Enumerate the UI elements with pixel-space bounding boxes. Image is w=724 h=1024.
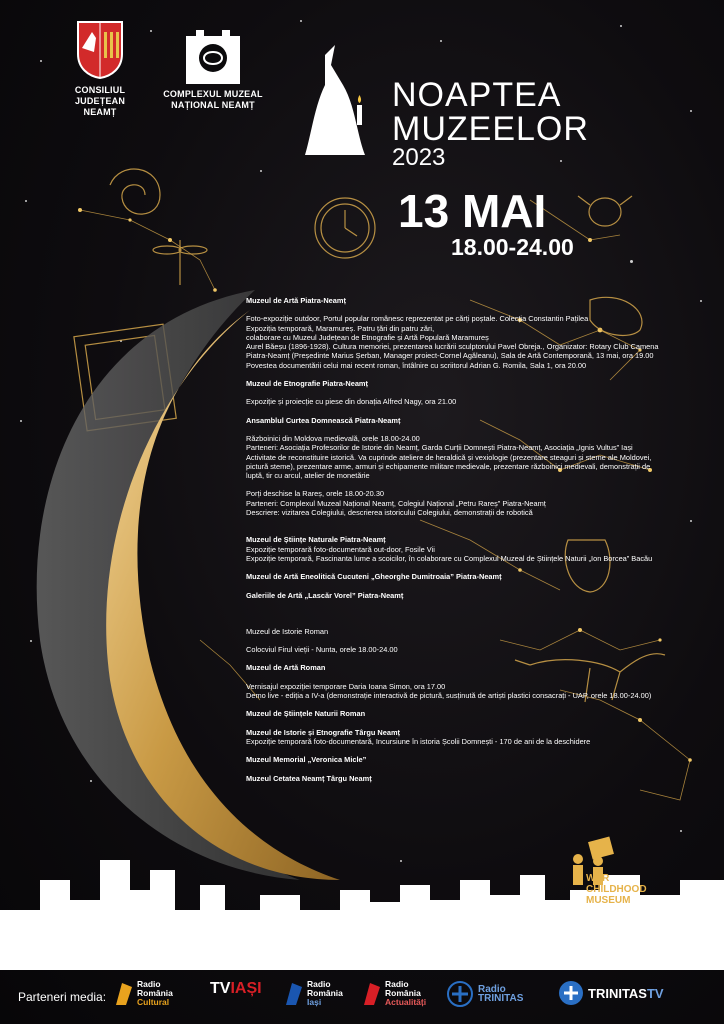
program-spacer bbox=[246, 600, 716, 609]
partner-tv-iasi[interactable]: TV IAȘI bbox=[210, 980, 262, 997]
program-spacer bbox=[246, 407, 716, 416]
program-line: Parteneri: Complexul Muzeal Național Neamț, Colegiul Național „Petru Rareș” Piatra-Neamț bbox=[246, 498, 546, 508]
war-museum-line3: MUSEUM bbox=[586, 895, 631, 906]
radio-romania-cultural-icon bbox=[112, 981, 134, 1007]
event-title bbox=[392, 78, 589, 170]
program-spacer bbox=[246, 517, 716, 526]
program-line: Expoziție temporară foto-documentară out-door, Fosile Vii bbox=[246, 544, 435, 554]
war-museum-line2: CHILDHOOD bbox=[586, 884, 647, 895]
program-line: Războinici din Moldova medievală, orele 18.00-24.00 bbox=[246, 433, 420, 443]
program-museum-heading: Muzeul de Științele Naturii Roman bbox=[246, 709, 366, 719]
radio-romania-iasi-icon bbox=[282, 981, 304, 1007]
program-line: colaborare cu Muzeul Județean de Etnografie și Artă Populară Maramureș bbox=[246, 332, 489, 342]
partner-trinitas-tv[interactable]: TRINITAS TV bbox=[558, 980, 664, 1006]
museum-complex-line2: NAȚIONAL NEAMȚ bbox=[171, 100, 255, 110]
program-spacer bbox=[246, 388, 716, 397]
program-line: Descriere: vizitarea Colegiului, descrierea istoricului Colegiului, demonstrații de robotică bbox=[246, 508, 533, 518]
county-council-line2: NEAMȚ bbox=[83, 107, 117, 117]
program-line: Aurel Băeșu (1896-1928). Cultura memoriei, prezentarea lucrării sculptorului Pavel Obreja., Organizator: Rotary Club Camena bbox=[246, 342, 659, 352]
program-line: pictură steme), prezentare arme, armuri și echipamente militare medievale, prezentare războinici medievali, demonstrații de bbox=[246, 461, 651, 471]
program-line: Expoziția temporară, Maramureș. Patru țări din patru zări, bbox=[246, 323, 435, 333]
program-museum-heading: Muzeul de Istorie și Etnografie Târgu Neamț bbox=[246, 727, 400, 737]
program-spacer bbox=[246, 765, 716, 774]
program-spacer bbox=[246, 480, 716, 489]
event-date: 13 MAI bbox=[398, 185, 547, 237]
program-line: Expoziție temporară, Fascinanta lume a scoicilor, în colaborare cu Complexul Muzeal de Științele Naturii „Ion Borcea” Bacău bbox=[246, 553, 653, 563]
program-list bbox=[246, 296, 716, 783]
program-spacer bbox=[246, 618, 716, 627]
program-museum-heading: Muzeul de Etnografie Piatra-Neamț bbox=[246, 379, 368, 389]
program-spacer bbox=[246, 305, 716, 314]
program-line: Parteneri: Asociația Profesorilor de Istorie din Neamț, Garda Curții Domnești Piatra-Neamț, Asociația „Ignis Vultus” Iași bbox=[246, 443, 633, 453]
war-museum-line1: WAR bbox=[586, 873, 610, 884]
program-museum-heading: Muzeul de Artă Piatra-Neamț bbox=[246, 296, 346, 305]
partner-radio-romania-actualitati[interactable]: Radio România Actualități bbox=[360, 980, 426, 1007]
title-line-1: NOAPTEA bbox=[392, 76, 562, 114]
county-crest-icon bbox=[74, 18, 126, 80]
program-line: Colocviul Firul vieții - Nunta, orele 18.00-24.00 bbox=[246, 645, 398, 655]
program-museum-heading: Galeriile de Artă „Lascăr Vorel” Piatra-Neamț bbox=[246, 590, 404, 600]
program-spacer bbox=[246, 526, 716, 535]
program-line: Vernisajul expoziției temporare Daria Ioana Simon, ora 17.00 bbox=[246, 681, 446, 691]
event-year: 2023 bbox=[392, 144, 446, 171]
title-line-2: MUZEELOR bbox=[392, 110, 589, 148]
program-line: Demo live - ediția a IV-a (demonstrație interactivă de pictură, susținută de artiști plastici consacrați - UAP, orele 18.00-24.00) bbox=[246, 691, 652, 701]
program-line: Foto-expoziție outdoor, Portul popular românesc reprezentat pe cărți poștale. Colecția Constantin Pațilea bbox=[246, 314, 589, 324]
program-line: Activitate de reconstituire istorică. Va cuprinde ateliere de heraldică și vexiologie (prezentare steaguri și steme ale Moldovei, bbox=[246, 452, 652, 462]
partner-radio-romania-cultural[interactable]: Radio România Cultural bbox=[112, 980, 173, 1007]
program-line: Expoziție și proiecție cu piese din donația Alfred Nagy, ora 21.00 bbox=[246, 397, 457, 407]
program-spacer bbox=[246, 719, 716, 728]
program-line: Povestea documentării celui mai recent roman, întâlnire cu scriitorul Adrian G. Romila, Sala 1, ora 20.00 bbox=[246, 360, 587, 370]
program-line: Porți deschise la Rareș, orele 18.00-20.30 bbox=[246, 489, 385, 499]
county-council-logo bbox=[60, 18, 140, 118]
program-museum-heading: Muzeul de Științe Naturale Piatra-Neamț bbox=[246, 535, 386, 545]
fortress-icon bbox=[180, 22, 246, 86]
program-line: Piatra-Neamț (Președinte Marius Șerban, Manager proiect-Cornel Agăleanu), Sala de Artă Contemporană, 13 mai, ora 19.00 bbox=[246, 351, 654, 361]
program-spacer bbox=[246, 563, 716, 572]
program-spacer bbox=[246, 370, 716, 379]
program-line: luptă, tir cu arcul, atelier de monetărie bbox=[246, 471, 370, 481]
program-museum-heading: Ansamblul Curtea Domnească Piatra-Neamț bbox=[246, 415, 401, 425]
wizard-silhouette-icon bbox=[295, 45, 385, 165]
program-spacer bbox=[246, 636, 716, 645]
museum-complex-logo bbox=[158, 22, 268, 111]
program-museum-heading: Muzeul de Artă Eneolitică Cucuteni „Gheorghe Dumitroaia” Piatra-Neamț bbox=[246, 572, 502, 582]
trinitas-tv-icon bbox=[558, 980, 584, 1006]
program-spacer bbox=[246, 654, 716, 663]
program-museum-heading: Muzeul de Artă Roman bbox=[246, 663, 326, 673]
partners-label: Parteneri media: bbox=[18, 990, 107, 1004]
program-museum-heading: Muzeul Cetatea Neamț Târgu Neamț bbox=[246, 773, 372, 783]
program-museum-heading: Muzeul Memorial „Veronica Micle” bbox=[246, 755, 367, 765]
program-spacer bbox=[246, 582, 716, 591]
event-hours: 18.00-24.00 bbox=[451, 234, 574, 260]
program-line: Muzeul de Istorie Roman bbox=[246, 626, 329, 636]
radio-romania-actualitati-icon bbox=[360, 981, 382, 1007]
war-childhood-museum-logo bbox=[560, 835, 647, 906]
program-spacer bbox=[246, 425, 716, 434]
partner-radio-romania-iasi[interactable]: Radio România Iași bbox=[282, 980, 343, 1007]
program-line: Expoziție temporară foto-documentară, Incursiune în istoria Școlii Domnești - 170 de ani de la deschidere bbox=[246, 736, 591, 746]
program-spacer bbox=[246, 746, 716, 755]
program-spacer bbox=[246, 609, 716, 618]
program-spacer bbox=[246, 700, 716, 709]
program-spacer bbox=[246, 673, 716, 682]
museum-complex-line1: COMPLEXUL MUZEAL bbox=[163, 89, 263, 99]
radio-trinitas-icon bbox=[446, 980, 474, 1008]
partner-radio-trinitas[interactable]: Radio TRINITAS bbox=[446, 980, 523, 1008]
county-council-line1: CONSILIUL JUDEȚEAN bbox=[74, 85, 126, 106]
